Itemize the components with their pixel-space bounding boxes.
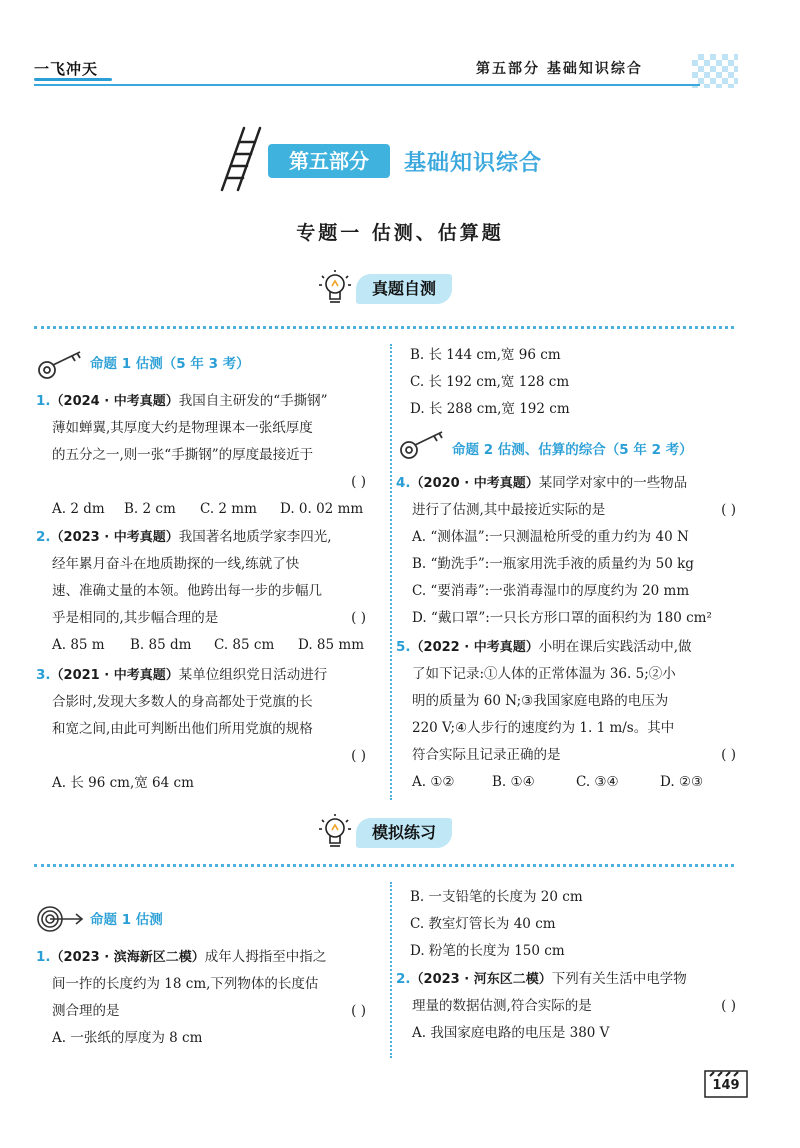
q4-number: 4. [396, 475, 411, 491]
target-icon [36, 902, 86, 936]
q4-line-2 [396, 497, 748, 524]
column-divider [390, 882, 392, 1058]
q3-number: 3. [36, 667, 51, 683]
q5-line-5 [396, 742, 748, 769]
q2-line-1 [36, 524, 366, 551]
q4-option-d: D. “戴口罩”:一只长方形口罩的面积约为 180 cm² [412, 610, 712, 626]
m2-line-1 [396, 966, 748, 993]
q3-option-c: C. 长 192 cm,宽 128 cm [410, 374, 570, 390]
q4-text-1: 某同学对家中的一些物品 [538, 475, 688, 491]
m1-number: 1. [36, 949, 51, 965]
q2-answer-paren: ( ) [351, 610, 366, 626]
m1-option-d: D. 粉笔的长度为 150 cm [410, 943, 565, 959]
column-divider [390, 344, 392, 800]
key-icon [398, 428, 448, 462]
q2-line-4 [36, 605, 366, 632]
q2-text-3: 速、准确丈量的本领。他跨出每一步的步幅几 [52, 583, 322, 599]
q4-line-1 [396, 470, 748, 497]
q3-source: （2021 · 中考真题） [50, 668, 179, 683]
q5-text-1: 小明在课后实践活动中,做 [538, 639, 692, 655]
mingti-1-count: （5 年 3 考） [162, 356, 250, 372]
lightbulb-icon [318, 268, 352, 312]
q2-number: 2. [36, 529, 51, 545]
m2-option-a: A. 我国家庭电路的电压是 380 V [412, 1025, 610, 1041]
q2-option-b: B. 85 dm [130, 637, 192, 653]
q5-number: 5. [396, 639, 411, 655]
q5-source: （2022 · 中考真题） [410, 640, 539, 655]
q5-options [396, 769, 748, 796]
m1-option-c: C. 教室灯管长为 40 cm [410, 916, 556, 932]
m1-options-continued [410, 884, 740, 965]
q1-text-1: 我国自主研发的“手撕钢” [178, 393, 328, 409]
m1-line-3 [36, 998, 382, 1025]
q3-answer-paren: ( ) [351, 748, 366, 764]
q3-option-d: D. 长 288 cm,宽 192 cm [410, 401, 570, 417]
m2-number: 2. [396, 971, 411, 987]
header-checker-decoration [692, 54, 738, 88]
m2-text-1: 下列有关生活中电学物 [551, 971, 687, 987]
q3-options-continued [410, 342, 740, 423]
m2-text-2: 理量的数据估测,符合实际的是 [412, 998, 592, 1014]
q4-option-b: B. “勤洗手”:一瓶家用洗手液的质量约为 50 kg [412, 556, 694, 572]
question-1 [36, 388, 366, 523]
m1-text-2: 间一拃的长度约为 18 cm,下列物体的长度估 [52, 976, 319, 992]
q1-option-a: A. 2 dm [52, 501, 105, 517]
q3-text-2: 合影时,发现大多数人的身高都处于党旗的长 [52, 694, 313, 710]
m1-option-b: B. 一支铅笔的长度为 20 cm [410, 889, 583, 905]
mock-question-2 [396, 966, 748, 1047]
q3-line-1 [36, 662, 366, 689]
m2-line-2 [396, 993, 748, 1020]
mock-question-1 [36, 944, 382, 1052]
q1-source: （2024 · 中考真题） [50, 394, 179, 409]
q3-option-a: A. 长 96 cm,宽 64 cm [52, 775, 194, 791]
q3-option-b: B. 长 144 cm,宽 96 cm [410, 347, 561, 363]
q4-option-a: A. “测体温”:一只测温枪所受的重力约为 40 N [412, 529, 689, 545]
q5-option-b: B. ①④ [492, 774, 535, 790]
section-title-mock-practice: 模拟练习 [356, 818, 452, 848]
mingti-2-count: （5 年 2 考） [605, 442, 693, 458]
brand-logo-text: 一飞冲天 [34, 60, 99, 78]
q3-text-3: 和宽之间,由此可判断出他们所用党旗的规格 [52, 721, 313, 737]
q4-text-2: 进行了估测,其中最接近实际的是 [412, 502, 606, 518]
q5-text-2: 了如下记录:①人体的正常体温为 36. 5;②小 [412, 666, 676, 682]
q3-text-1: 某单位组织党日活动进行 [178, 667, 328, 683]
q2-source: （2023 · 中考真题） [50, 530, 179, 545]
q5-text-4: 220 V;④人步行的速度约为 1. 1 m/s。其中 [412, 720, 675, 736]
header-rule [34, 84, 700, 86]
ladder-icon [214, 126, 268, 192]
section-title-real-exam: 真题自测 [356, 274, 452, 304]
page-number: 149 [712, 1078, 740, 1093]
q5-line-1 [396, 634, 748, 661]
question-4 [396, 470, 748, 632]
m1-answer-paren: ( ) [351, 1003, 366, 1019]
mingti-1-label [90, 352, 250, 372]
q2-option-a: A. 85 m [52, 637, 105, 653]
q4-answer-paren: ( ) [721, 502, 736, 518]
lightbulb-icon [318, 812, 352, 856]
mingti-2-label [452, 438, 693, 458]
question-3 [36, 662, 366, 797]
mock-mingti-1-label: 命题 1 估测 [90, 912, 163, 928]
key-icon [36, 348, 86, 382]
q2-text-4: 乎是相同的,其步幅合理的是 [52, 610, 219, 626]
q4-source: （2020 · 中考真题） [410, 476, 539, 491]
q1-number: 1. [36, 393, 51, 409]
m1-text-3: 测合理的是 [52, 1003, 120, 1019]
q1-text-3: 的五分之一,则一张“手撕钢”的厚度最接近于 [52, 447, 314, 463]
q5-text-3: 明的质量为 60 N;③我国家庭电路的电压为 [412, 693, 669, 709]
q5-option-d: D. ②③ [660, 774, 704, 790]
q5-option-a: A. ①② [412, 774, 455, 790]
mingti-2-text: 命题 2 估测、估算的综合 [452, 442, 606, 458]
m2-answer-paren: ( ) [721, 998, 736, 1014]
q1-option-b: B. 2 cm [124, 501, 176, 517]
q1-line-1 [36, 388, 366, 415]
question-2 [36, 524, 366, 659]
q2-text-1: 我国著名地质学家李四光, [178, 529, 332, 545]
q2-option-d: D. 85 mm [298, 637, 364, 653]
q1-text-2: 薄如蝉翼,其厚度大约是物理课本一张纸厚度 [52, 420, 313, 436]
topic-title: 专题一 估测、估算题 [296, 222, 504, 244]
q2-option-c: C. 85 cm [214, 637, 275, 653]
question-5 [396, 634, 748, 796]
q2-options [36, 632, 366, 659]
m1-line-1 [36, 944, 382, 971]
section-divider [34, 326, 734, 329]
q1-option-c: C. 2 mm [200, 501, 257, 517]
q5-option-c: C. ③④ [576, 774, 619, 790]
part-name: 基础知识综合 [404, 150, 543, 176]
q1-options [36, 496, 366, 523]
brand-underline [34, 78, 112, 81]
q4-option-c: C. “要消毒”:一张消毒湿巾的厚度约为 20 mm [412, 583, 690, 599]
m1-text-1: 成年人拇指至中指之 [204, 949, 327, 965]
q2-text-2: 经年累月奋斗在地质勘探的一线,练就了快 [52, 556, 300, 572]
m1-option-a: A. 一张纸的厚度为 8 cm [52, 1030, 203, 1046]
header-section-title: 第五部分 基础知识综合 [476, 61, 643, 77]
q5-answer-paren: ( ) [721, 747, 736, 763]
q1-answer-paren: ( ) [351, 474, 366, 490]
q5-text-5: 符合实际且记录正确的是 [412, 747, 561, 763]
mingti-1-text: 命题 1 估测 [90, 356, 163, 372]
q1-option-d: D. 0. 02 mm [280, 501, 364, 517]
m1-source: （2023 · 滨海新区二模） [50, 950, 205, 965]
m2-source: （2023 · 河东区二模） [410, 972, 552, 987]
part-badge: 第五部分 [268, 144, 390, 178]
section-divider [34, 864, 734, 867]
